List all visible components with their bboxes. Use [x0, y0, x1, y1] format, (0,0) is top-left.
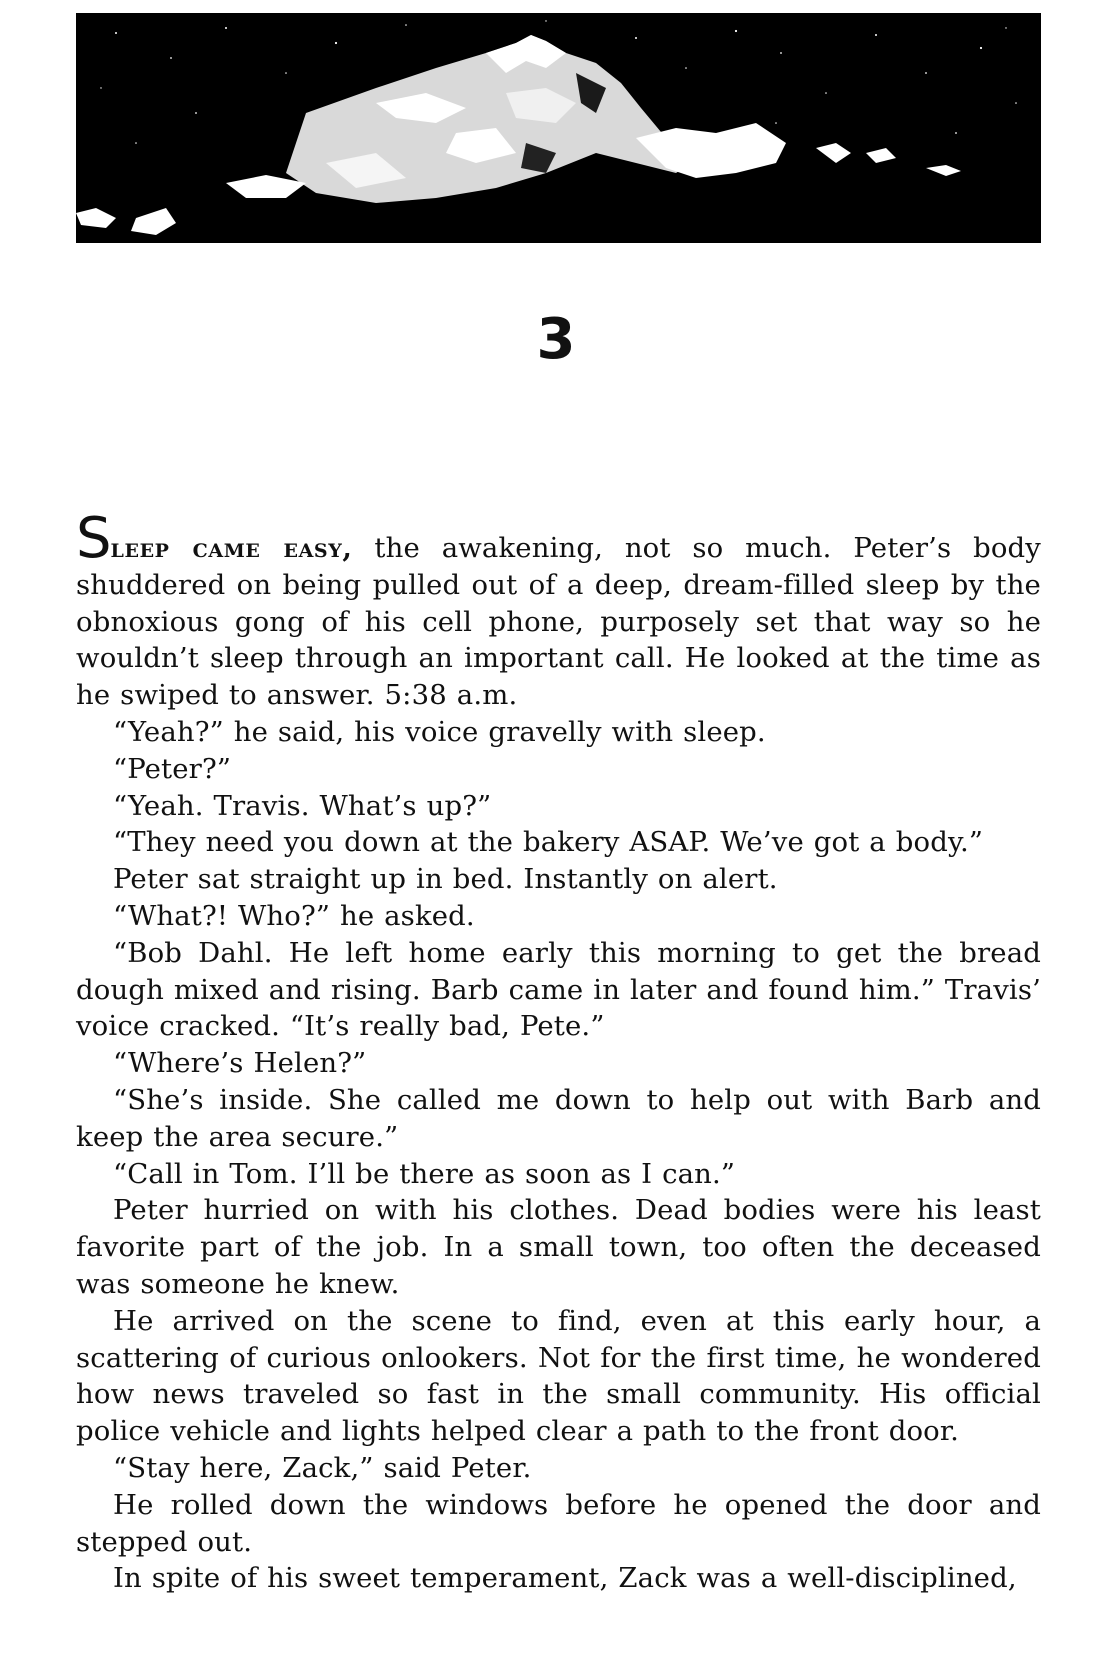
- paragraph: “Bob Dahl. He left home early this morning to get the bread dough mixed and rising. Barb came in later and found him.” Travis’ voice cracked. “It’s really bad, Pete.”: [76, 936, 1041, 1043]
- paragraph: “Stay here, Zack,” said Peter.: [113, 1451, 532, 1484]
- chapter-body: [76, 506, 1041, 1597]
- paragraph: “What?! Who?” he asked.: [113, 899, 475, 932]
- opening-paragraph: [76, 506, 1041, 714]
- paragraph: “They need you down at the bakery ASAP. We’ve got a body.”: [113, 826, 984, 859]
- night-mountain-illustration: [76, 13, 1041, 243]
- paragraph: In spite of his sweet temperament, Zack was a well-disciplined,: [113, 1562, 1017, 1595]
- paragraph: “She’s inside. She called me down to help out with Barb and keep the area secure.”: [76, 1083, 1041, 1153]
- paragraph: Peter hurried on with his clothes. Dead bodies were his least favorite part of the job. In a small town, too often the deceased was someone he knew.: [76, 1194, 1041, 1300]
- opening-text: the awakening, not so much. Peter’s body shuddered on being pulled out of a deep, dream-filled sleep by the obnoxious gong of his cell phone, purposely set that way so he wouldn’t sleep through an important call. He looked at the time as he swiped to answer. 5:38 a.m.: [76, 532, 1041, 712]
- chapter-header-image: [76, 13, 1041, 243]
- paragraph: “Peter?”: [113, 752, 232, 785]
- paragraph: “Call in Tom. I’ll be there as soon as I can.”: [113, 1157, 736, 1190]
- paragraph: “Yeah?” he said, his voice gravelly with sleep.: [113, 715, 766, 748]
- paragraph: He arrived on the scene to find, even at this early hour, a scattering of curious onlookers. Not for the first time, he wondered how news traveled so fast in the small community. His official police vehicle and lights helped clear a path to the front door.: [76, 1304, 1041, 1448]
- paragraph: “Where’s Helen?”: [113, 1047, 367, 1080]
- drop-cap: S: [76, 506, 111, 571]
- paragraph: Peter sat straight up in bed. Instantly on alert.: [113, 863, 778, 896]
- paragraph: “Yeah. Travis. What’s up?”: [113, 789, 492, 822]
- lead-in: leep came easy,: [110, 532, 353, 564]
- paragraph: He rolled down the windows before he opened the door and stepped out.: [76, 1488, 1041, 1558]
- chapter-number: 3: [536, 307, 576, 372]
